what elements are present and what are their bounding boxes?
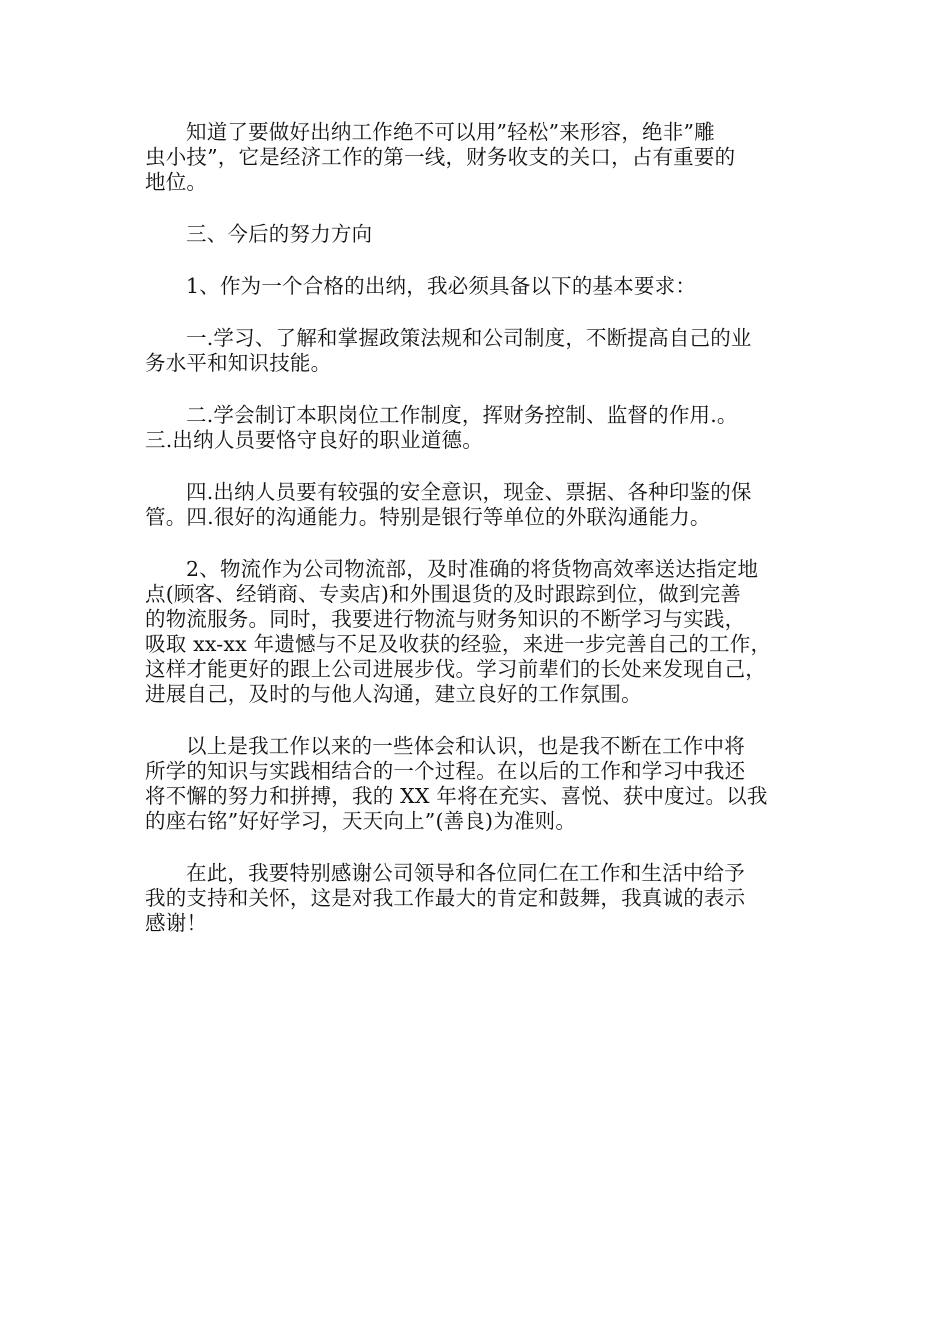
text-line: 以上是我工作以来的一些体会和认识，也是我不断在工作中将 xyxy=(186,734,745,758)
text-line: 地位。 xyxy=(145,170,208,194)
text-line: 四.出纳人员要有较强的安全意识，现金、票据、各种印鉴的保 xyxy=(186,480,752,504)
text-line: 在此，我要特别感谢公司领导和各位同仁在工作和生活中给予 xyxy=(186,861,745,885)
text-line: 所学的知识与实践相结合的一个过程。在以后的工作和学习中我还 xyxy=(145,759,746,783)
text-line: 1、作为一个合格的出纳，我必须具备以下的基本要求： xyxy=(186,274,697,298)
text-line: 2、物流作为公司物流部，及时准确的将货物高效率送达指定地 xyxy=(186,557,759,581)
text-line: 吸取 xx-xx 年遗憾与不足及收获的经验，来进一步完善自己的工作， xyxy=(145,632,772,656)
paragraph-basic-requirements xyxy=(145,274,810,299)
text-line: 这样才能更好的跟上公司进展步伐。学习前辈们的长处来发现自己， xyxy=(145,657,766,681)
paragraph-requirement-four xyxy=(145,480,810,530)
text-line: 管。四.很好的沟通能力。特别是银行等单位的外联沟通能力。 xyxy=(145,505,711,529)
paragraph-thanks xyxy=(145,861,810,936)
text-line: 进展自己，及时的与他人沟通，建立良好的工作氛围。 xyxy=(145,682,642,706)
text-line: 的座右铭”好好学习，天天向上”(善良)为准则。 xyxy=(145,809,577,833)
text-line: 的物流服务。同时，我要进行物流与财务知识的不断学习与实践， xyxy=(145,607,746,631)
text-line: 三.出纳人员要恪守良好的职业道德。 xyxy=(145,428,483,452)
document-body xyxy=(145,120,810,936)
text-line: 虫小技”，它是经济工作的第一线，财务收支的关口，占有重要的 xyxy=(145,145,736,169)
paragraph-cashier-importance xyxy=(145,120,810,195)
text-line: 将不懈的努力和拼搏，我的 XX 年将在充实、喜悦、获中度过。以我 xyxy=(145,784,768,808)
text-line: 知道了要做好出纳工作绝不可以用”轻松”来形容，绝非”雕 xyxy=(186,120,715,144)
text-line: 我的支持和关怀，这是对我工作最大的肯定和鼓舞，我真诚的表示 xyxy=(145,886,746,910)
heading-text: 三、今后的努力方向 xyxy=(186,222,373,246)
text-line: 一.学习、了解和掌握政策法规和公司制度，不断提高自己的业 xyxy=(186,326,752,350)
paragraph-requirement-one xyxy=(145,326,810,376)
text-line: 务水平和知识技能。 xyxy=(145,351,332,375)
text-line: 感谢！ xyxy=(145,911,208,935)
text-line: 点(顾客、经销商、专卖店)和外围退货的及时跟踪到位，做到完善 xyxy=(145,582,741,606)
paragraph-reflection xyxy=(145,734,810,834)
paragraph-logistics xyxy=(145,557,810,707)
text-line: 二.学会制订本职岗位工作制度，挥财务控制、监督的作用.。 xyxy=(186,403,738,427)
paragraph-requirement-two-three xyxy=(145,403,810,453)
section-heading-future-direction xyxy=(145,222,810,247)
